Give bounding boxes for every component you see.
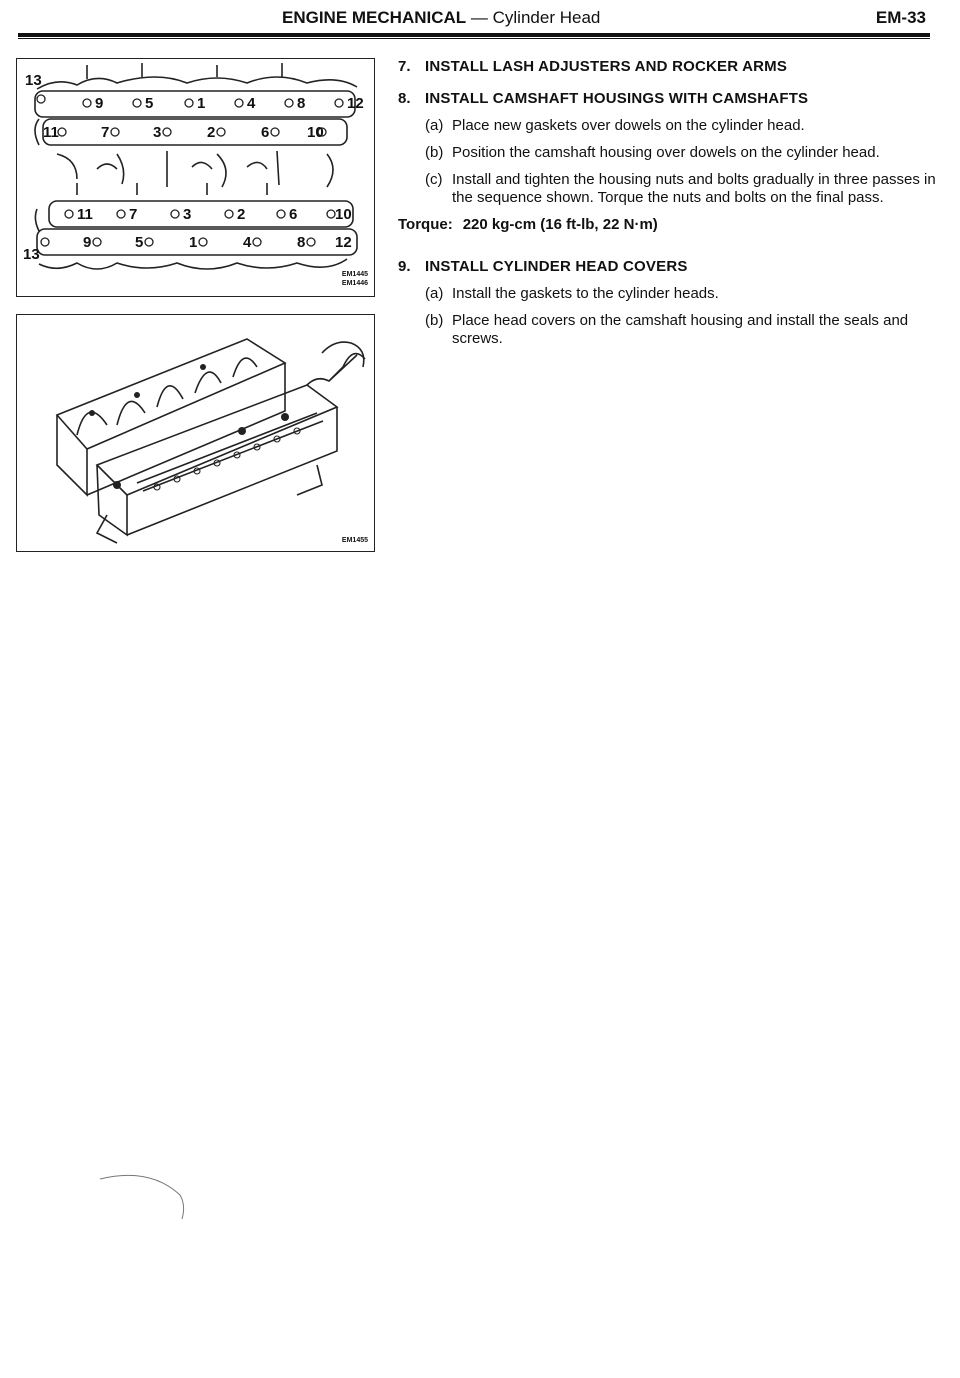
substep — [425, 144, 943, 162]
seq-label: 2 — [237, 206, 246, 223]
subsection-title: — Cylinder Head — [470, 8, 601, 27]
substep-label: (a) — [425, 285, 444, 302]
step-title: INSTALL LASH ADJUSTERS AND ROCKER ARMS — [425, 58, 788, 75]
seq-label: 12 — [347, 95, 364, 112]
scan-mark — [90, 1165, 210, 1225]
page-header — [0, 0, 960, 42]
seq-label: 9 — [83, 234, 92, 251]
seq-label: 6 — [261, 124, 270, 141]
seq-label: 10 — [335, 206, 352, 223]
instructions — [398, 58, 943, 362]
substep-text: Place head covers on the camshaft housing and install the seals and screws. — [452, 312, 909, 347]
substep — [425, 285, 943, 303]
figure-code: EM1445 — [341, 271, 368, 278]
seq-label: 11 — [43, 124, 59, 141]
substep-text: Install and tighten the housing nuts and bolts gradually in three passes in the sequence shown. Torque the nuts and bolts on the final pass. — [452, 171, 936, 206]
seq-label: 11 — [77, 206, 93, 223]
seq-label: 13 — [23, 246, 40, 263]
substep-label: (c) — [425, 171, 443, 188]
seq-label: 3 — [183, 206, 192, 223]
step-title: INSTALL CYLINDER HEAD COVERS — [425, 258, 688, 275]
page-number: EM-33 — [875, 8, 926, 27]
substep-label: (a) — [425, 117, 444, 134]
substep-text: Install the gaskets to the cylinder heads. — [452, 285, 719, 302]
section-title: ENGINE MECHANICAL — [282, 8, 467, 27]
seq-label: 13 — [25, 72, 42, 89]
step-number: 8. — [398, 90, 411, 107]
substep-label: (b) — [425, 144, 444, 161]
bolt-sequence-figure — [16, 58, 375, 297]
seq-label: 8 — [297, 95, 306, 112]
seq-label: 4 — [243, 234, 252, 251]
seq-label: 10 — [307, 124, 324, 141]
step-number: 7. — [398, 58, 411, 75]
substep — [425, 312, 943, 348]
seq-label: 1 — [197, 95, 206, 112]
step-9 — [398, 258, 943, 348]
torque-spec — [398, 216, 943, 234]
header-rule-thin — [18, 38, 930, 39]
substep-text: Place new gaskets over dowels on the cylinder head. — [452, 117, 805, 134]
bolt-sequence-diagram — [17, 59, 373, 295]
header-rule — [18, 33, 930, 37]
figure-code: EM1455 — [341, 537, 368, 544]
torque-label: Torque: — [398, 216, 453, 233]
step-7 — [398, 58, 943, 76]
seq-label: 12 — [335, 234, 352, 251]
seq-label: 7 — [129, 206, 138, 223]
seq-label: 1 — [189, 234, 198, 251]
substep — [425, 117, 943, 135]
seq-label: 9 — [95, 95, 104, 112]
seq-label: 4 — [247, 95, 256, 112]
substep — [425, 171, 943, 207]
step-8 — [398, 90, 943, 234]
header-title — [282, 8, 600, 28]
seq-label: 5 — [145, 95, 154, 112]
head-cover-figure — [16, 314, 375, 552]
step-number: 9. — [398, 258, 411, 275]
seq-label: 6 — [289, 206, 298, 223]
torque-value: 220 kg-cm (16 ft-lb, 22 N·m) — [462, 216, 658, 233]
figure-code: EM1446 — [341, 280, 368, 287]
seq-label: 7 — [101, 124, 110, 141]
substep-text: Position the camshaft housing over dowels on the cylinder head. — [452, 144, 880, 161]
step-title: INSTALL CAMSHAFT HOUSINGS WITH CAMSHAFTS — [425, 90, 809, 107]
head-cover-illustration — [17, 315, 373, 550]
seq-label: 5 — [135, 234, 144, 251]
substep-label: (b) — [425, 312, 444, 329]
seq-label: 3 — [153, 124, 162, 141]
seq-label: 8 — [297, 234, 306, 251]
seq-label: 2 — [207, 124, 216, 141]
